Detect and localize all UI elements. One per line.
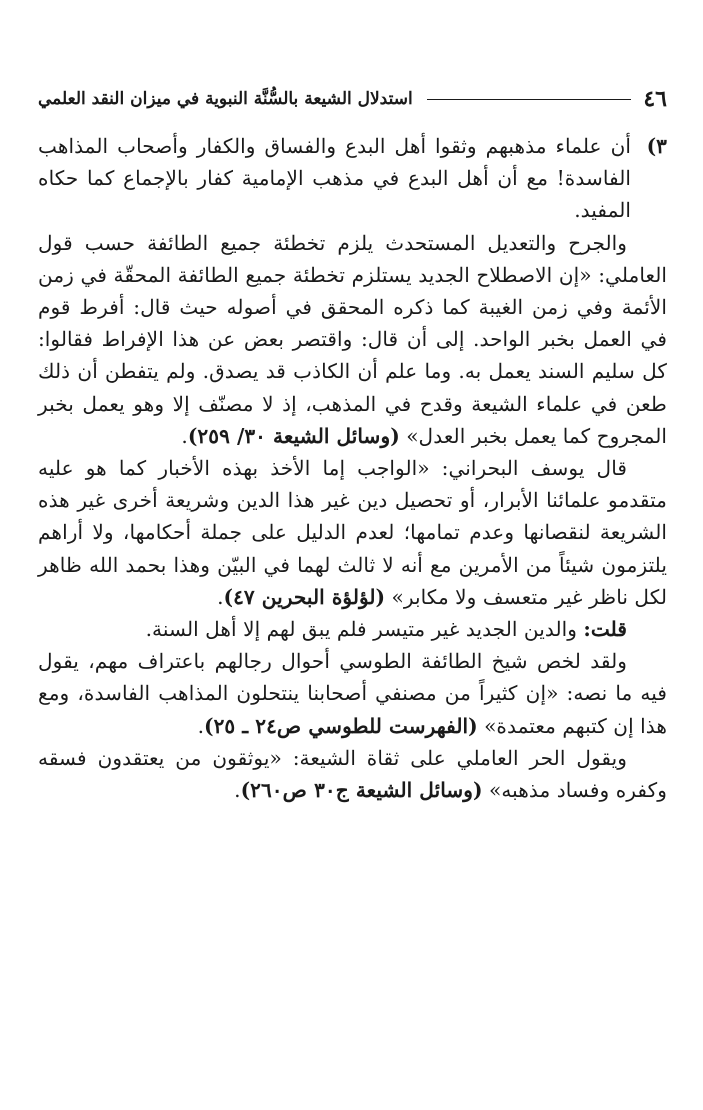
paragraph-text: ولقد لخص شيخ الطائفة الطوسي أحوال رجالهم باعتراف مهم، يقول فيه ما نصه: «إن كثيراً من مصنفي أصحابنا ينتحلون المذاهب الفاسدة، ومع هذا إن كتبهم معتمدة» [38,649,667,738]
item-text: أن علماء مذهبهم وثقوا أهل البدع والفساق والكفار وأصحاب المذاهب الفاسدة! مع أن أهل البدع في مذهب الإمامية كفار بالإجماع كما حكاه المفيد. [38,134,631,223]
item-number: ٣) [646,134,667,158]
numbered-item-3 [38,130,667,227]
running-header [38,82,667,116]
paragraph-end: . [181,423,188,448]
paragraph-end: . [234,778,241,803]
paragraph-bahrani [38,452,667,613]
running-title: استدلال الشيعة بالسُّنَّة النبوية في ميزان النقد العلمي [38,89,413,109]
body-text [38,130,667,806]
paragraph-jarh-tadil [38,227,667,452]
paragraph-end: . [197,713,204,738]
citation: (وسائل الشيعة ج٣٠ ص٢٦٠) [240,778,483,803]
citation: (لؤلؤة البحرين ٤٧) [223,584,386,609]
paragraph-tusi [38,645,667,742]
paragraph-text: ويقول الحر العاملي على ثقاة الشيعة: «يوثقون من يعتقدون فسقه وكفره وفساد مذهبه» [38,745,667,803]
citation: (الفهرست للطوسي ص٢٤ ـ ٢٥) [204,713,478,738]
paragraph-text: والدين الجديد غير متيسر فلم يبق لهم إلا أهل السنة. [145,617,577,642]
qultu-label: قلت: [583,617,627,642]
paragraph-text: والجرح والتعديل المستحدث يلزم تخطئة جميع الطائفة حسب قول العاملي: «إن الاصطلاح الجديد يستلزم تخطئة جميع الطائفة المحقّة في زمن الأئمة وفي زمن الغيبة كما ذكره المحقق في أصوله حيث قال: أفرط قوم في العمل بخبر الواحد. إلى أن قال: واقتصر بعض عن هذا الإفراط فقالوا: كل سليم السند يعمل به. وما علم أن الكاذب قد يصدق. ولم يتفطن أن ذلك طعن في علماء الشيعة وقدح في المذهب، إذ لا مصنّف إلا وهو يعمل بخبر المجروح كما يعمل بخبر العدل» [38,230,667,448]
citation: (وسائل الشيعة ٣٠/ ٢٥٩) [187,423,400,448]
page-number: ٤٦ [643,86,667,112]
paragraph-qultu [38,613,667,645]
header-rule [427,99,632,100]
paragraph-hurr-amili [38,742,667,806]
paragraph-text: قال يوسف البحراني: «الواجب إما الأخذ بهذه الأخبار كما هو عليه متقدمو علمائنا الأبرار، أو تحصيل دين غير هذا الدين وشريعة أخرى غير هذه الشريعة لنقصانها وعدم تمامها؛ لعدم الدليل على جملة أحكامها، ولا أراهم يلتزمون شيئاً من الأمرين مع أنه لا ثالث لهما في البيّن وهذا بحمد الله ظاهر لكل ناظر غير متعسف ولا مكابر» [38,456,667,609]
paragraph-end: . [217,584,224,609]
